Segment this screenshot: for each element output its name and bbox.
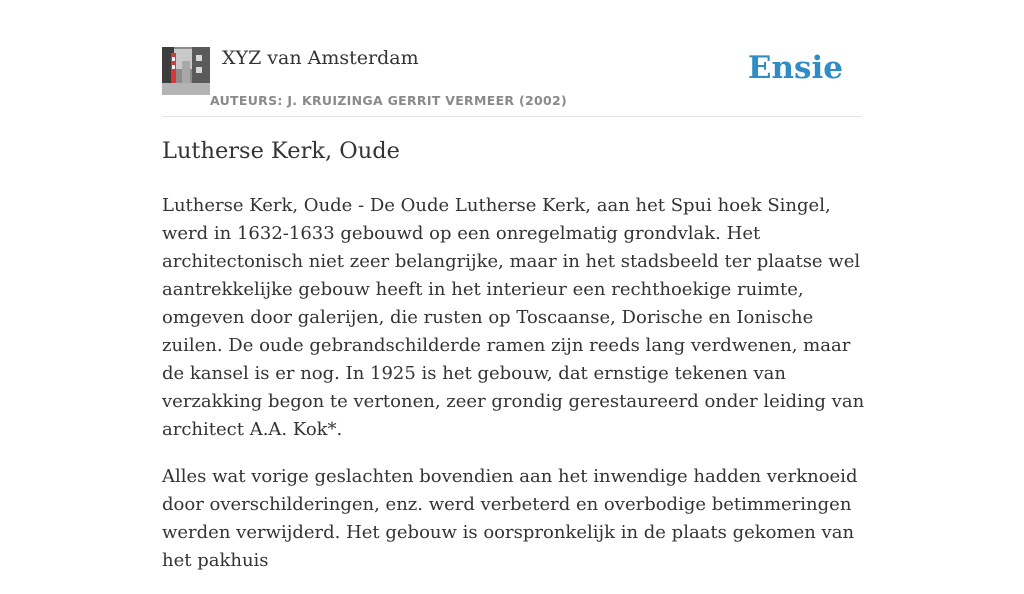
brand-logo[interactable]: Ensie <box>747 50 843 86</box>
article-header <box>162 46 862 117</box>
page-title: Lutherse Kerk, Oude <box>162 138 400 164</box>
source-name[interactable]: XYZ van Amsterdam <box>222 47 419 69</box>
paragraph-1: Lutherse Kerk, Oude - De Oude Lutherse Kerk, aan het Spui hoek Singel, werd in 1632-1633 gebouwd op een onregelmatig grondvlak. Het architectonisch niet zeer belangrijke, maar in het stadsbeeld ter plaatse wel aantrekkelijke gebouw heeft in het interieur een rechthoekige ruimte, omgeven door galerijen, die rusten op Toscaanse, Dorische en Ionische zuilen. De oude gebrandschilderde ramen zijn reeds lang verdwenen, maar de kansel is er nog. In 1925 is het gebouw, dat ernstige tekenen van verzakking begon te vertonen, zeer grondig gerestaureerd onder leiding van architect A.A. Kok*. <box>162 195 865 440</box>
authors-label: AUTEURS: <box>210 93 283 108</box>
article-body <box>162 192 868 594</box>
authors-names: J. KRUIZINGA GERRIT VERMEER (2002) <box>287 93 567 108</box>
source-avatar[interactable] <box>162 47 210 95</box>
authors-line <box>210 93 567 108</box>
paragraph-2: Alles wat vorige geslachten bovendien aan het inwendige hadden verknoeid door overschilderingen, enz. werd verbeterd en overbodige betimmeringen werden verwijderd. Het gebouw is oorspronkelijk in de plaats gekomen van het pakhuis <box>162 466 858 571</box>
street-photo-icon <box>162 47 210 95</box>
